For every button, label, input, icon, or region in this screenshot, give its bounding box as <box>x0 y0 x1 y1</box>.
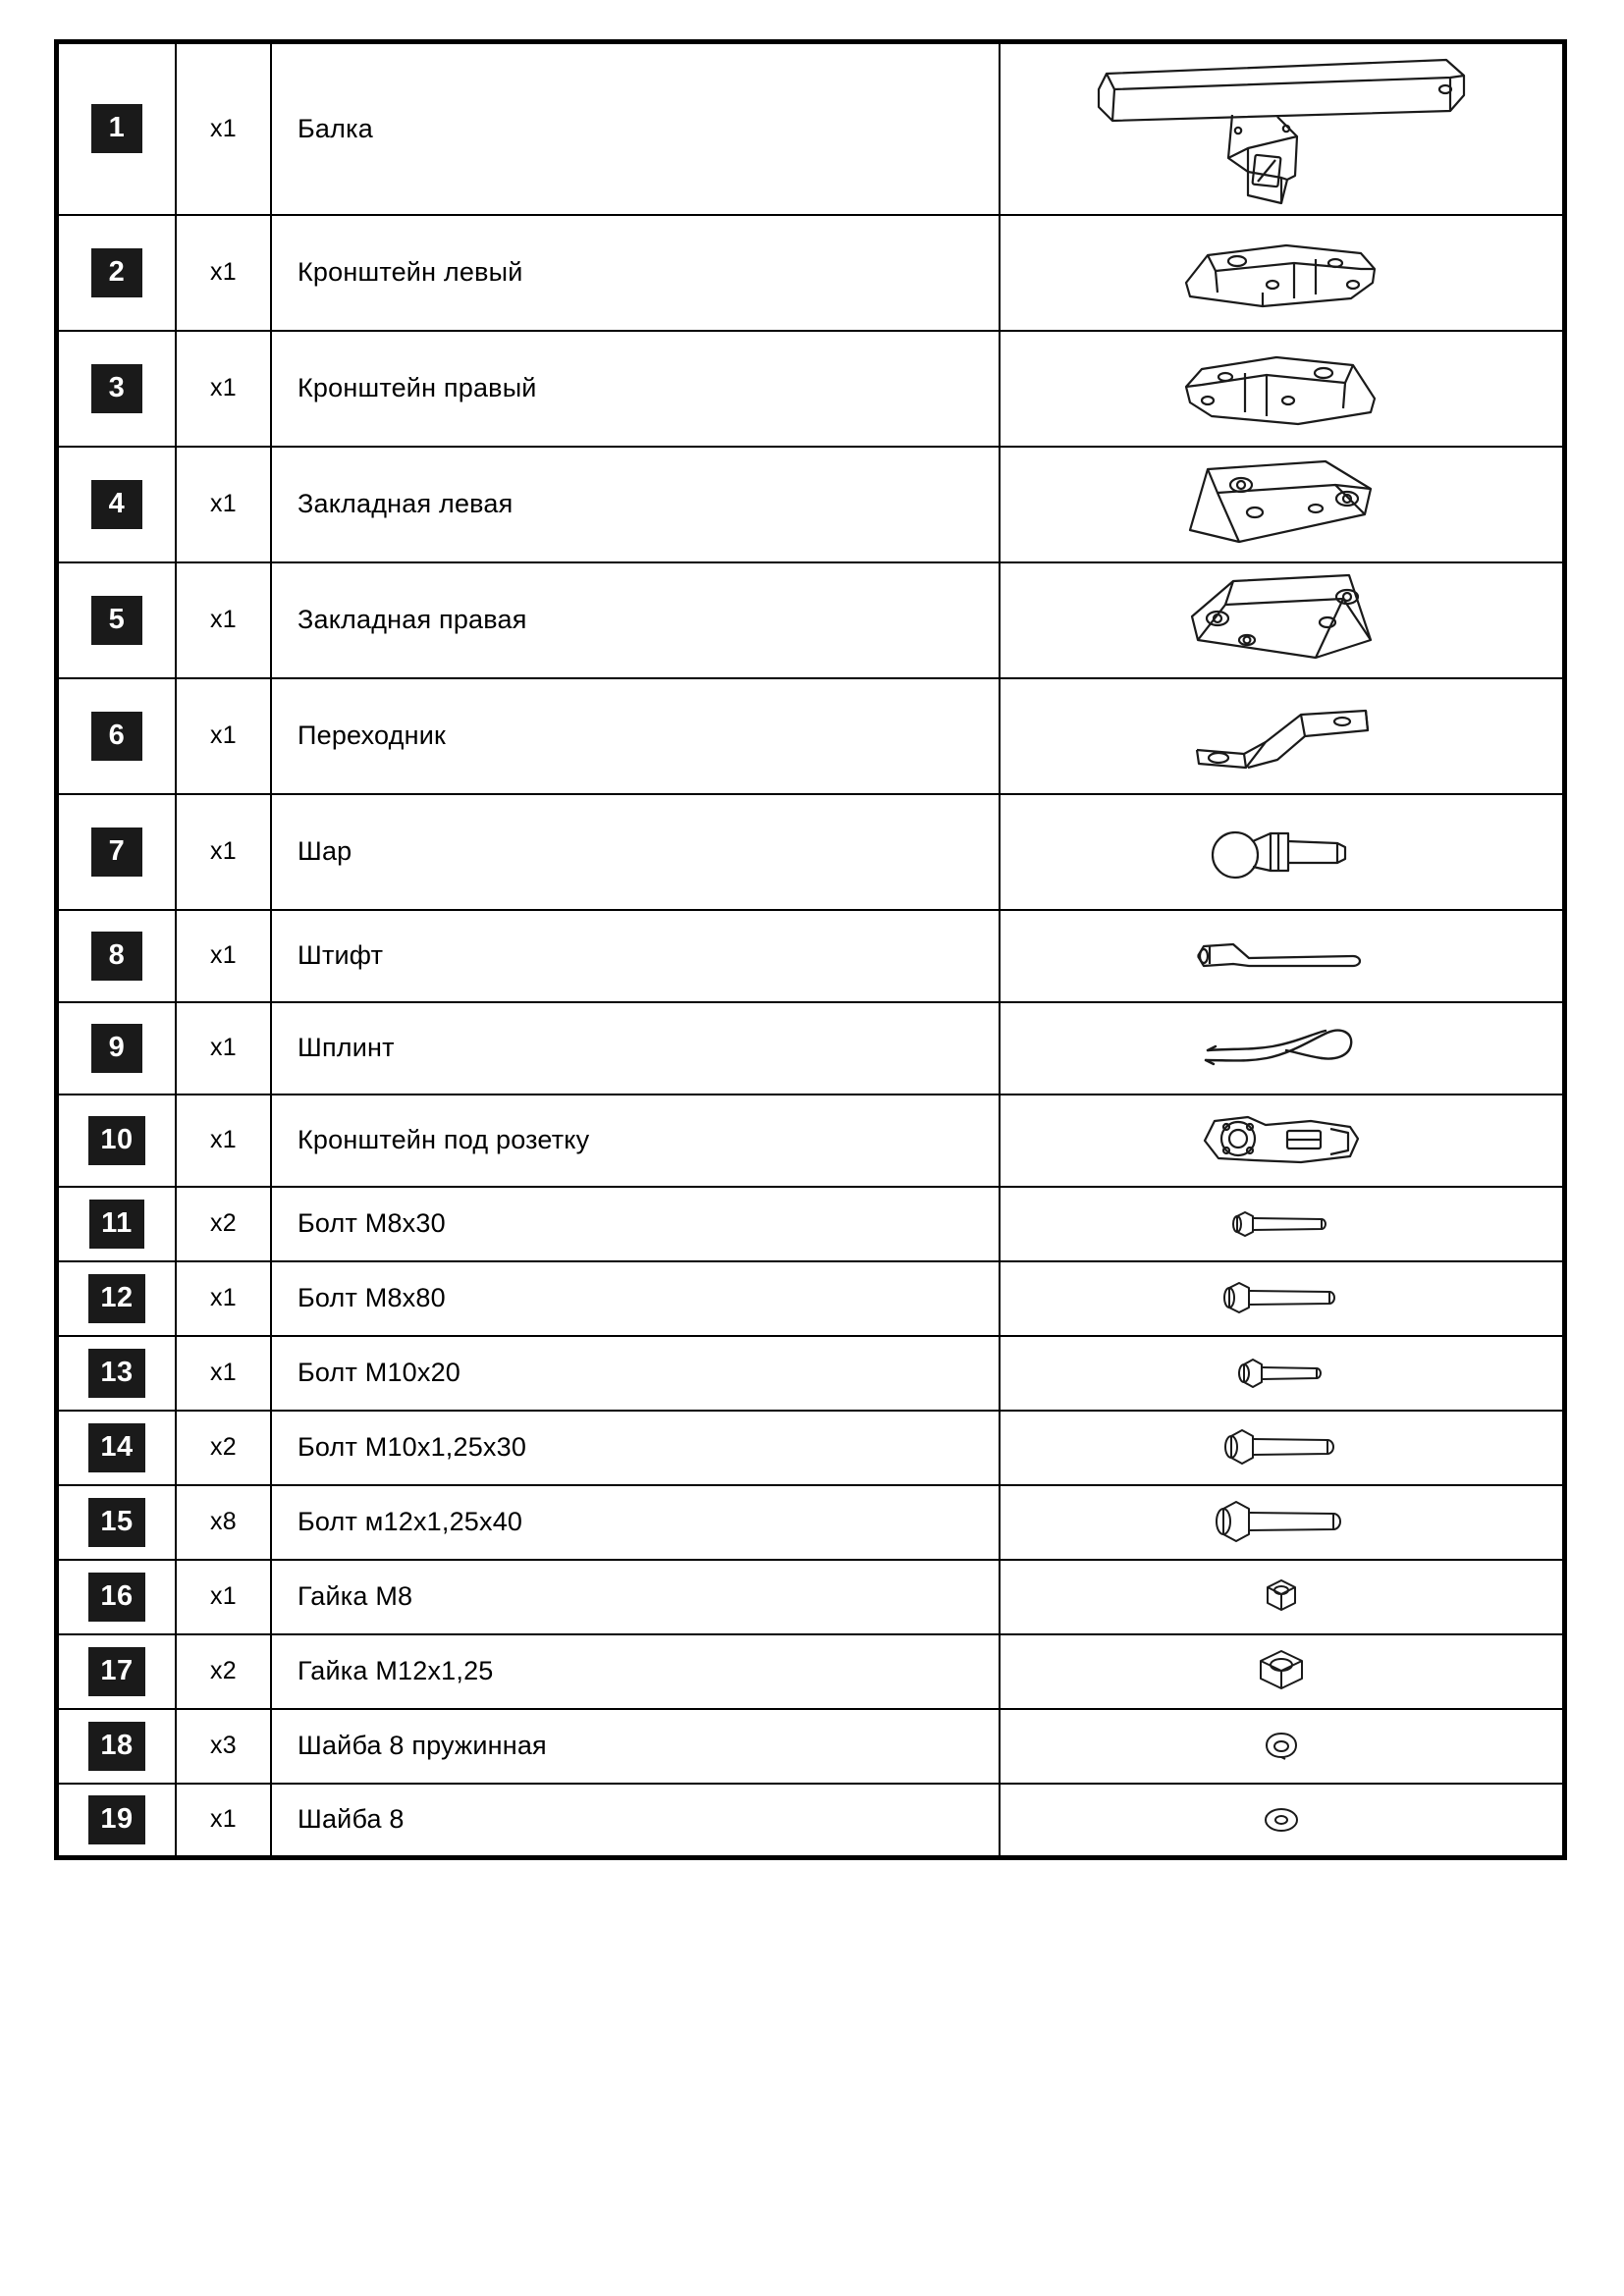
part-number-badge: 18 <box>88 1722 144 1771</box>
part-number-cell <box>57 562 177 678</box>
table-row <box>57 1095 1565 1187</box>
table-row <box>57 1485 1565 1560</box>
part-qty: x1 <box>176 1002 271 1095</box>
part-name-cell <box>271 1784 1000 1858</box>
part-qty: x1 <box>176 1261 271 1336</box>
part-number-badge: 17 <box>88 1647 144 1696</box>
part-qty: x1 <box>176 215 271 331</box>
part-name-cell <box>271 1634 1000 1709</box>
part-image-cell <box>1000 794 1565 910</box>
part-image-cell <box>1000 331 1565 447</box>
part-image-cell <box>1000 1187 1565 1261</box>
beam-icon <box>1001 50 1562 207</box>
table-row <box>57 215 1565 331</box>
part-number-cell <box>57 1709 177 1784</box>
part-number-cell <box>57 1784 177 1858</box>
part-number-badge: 7 <box>91 828 142 877</box>
part-number-badge: 15 <box>88 1498 144 1547</box>
part-name-cell <box>271 215 1000 331</box>
plate-right-icon <box>1001 571 1562 669</box>
table-row <box>57 678 1565 794</box>
part-number-badge: 4 <box>91 480 142 529</box>
pin-icon <box>1001 931 1562 982</box>
nut-icon <box>1001 1647 1562 1696</box>
part-number-badge: 16 <box>88 1573 144 1622</box>
part-number-cell <box>57 1002 177 1095</box>
part-image-cell <box>1000 1411 1565 1485</box>
part-number-badge: 5 <box>91 596 142 645</box>
part-name: Закладная левая <box>298 489 514 518</box>
adapter-icon <box>1001 697 1562 775</box>
table-row <box>57 447 1565 562</box>
part-name: Шайба 8 пружинная <box>298 1731 547 1760</box>
part-number-badge: 8 <box>91 932 142 981</box>
part-number-badge: 1 <box>91 104 142 153</box>
part-qty: x1 <box>176 1784 271 1858</box>
part-name: Кронштейн правый <box>298 373 537 402</box>
part-number-badge: 9 <box>91 1024 142 1073</box>
part-image-cell <box>1000 1784 1565 1858</box>
part-image-cell <box>1000 1709 1565 1784</box>
part-image-cell <box>1000 215 1565 331</box>
part-name: Кронштейн под розетку <box>298 1125 590 1154</box>
part-number-badge: 13 <box>88 1349 144 1398</box>
part-name: Болт M8x80 <box>298 1283 446 1312</box>
part-qty: x1 <box>176 1560 271 1634</box>
part-name: Балка <box>298 113 373 143</box>
part-image-cell <box>1000 1002 1565 1095</box>
part-number-badge: 10 <box>88 1116 144 1165</box>
table-row <box>57 1002 1565 1095</box>
part-qty: x1 <box>176 910 271 1002</box>
table-row <box>57 910 1565 1002</box>
part-qty: x1 <box>176 794 271 910</box>
table-row <box>57 794 1565 910</box>
part-name: Закладная правая <box>298 605 527 634</box>
part-number-badge: 3 <box>91 364 142 413</box>
part-image-cell <box>1000 910 1565 1002</box>
part-qty: x1 <box>176 562 271 678</box>
part-name: Шплинт <box>298 1033 395 1062</box>
part-qty: x1 <box>176 1095 271 1187</box>
part-name-cell <box>271 1709 1000 1784</box>
part-number-cell <box>57 794 177 910</box>
plate-left-icon <box>1001 455 1562 554</box>
part-name-cell <box>271 1187 1000 1261</box>
part-qty: x1 <box>176 447 271 562</box>
part-name-cell <box>271 1411 1000 1485</box>
part-number-badge: 2 <box>91 248 142 297</box>
part-name: Болт м12x1,25x40 <box>298 1507 523 1536</box>
tow-ball-icon <box>1001 814 1562 890</box>
part-qty: x2 <box>176 1411 271 1485</box>
part-name: Кронштейн левый <box>298 257 523 287</box>
part-name-cell <box>271 42 1000 215</box>
part-number-cell <box>57 678 177 794</box>
part-number-cell <box>57 1095 177 1187</box>
part-number-badge: 11 <box>89 1200 144 1249</box>
bracket-right-icon <box>1001 344 1562 434</box>
part-name: Шар <box>298 836 352 866</box>
part-name: Гайка М8 <box>298 1581 413 1611</box>
table-row <box>57 562 1565 678</box>
part-number-badge: 6 <box>91 712 142 761</box>
part-image-cell <box>1000 1261 1565 1336</box>
part-name-cell <box>271 1560 1000 1634</box>
table-row <box>57 331 1565 447</box>
part-number-cell <box>57 331 177 447</box>
part-qty: x1 <box>176 1336 271 1411</box>
cotter-pin-icon <box>1001 1021 1562 1076</box>
part-number-cell <box>57 42 177 215</box>
table-row <box>57 1784 1565 1858</box>
spring-washer-icon <box>1001 1730 1562 1763</box>
part-image-cell <box>1000 42 1565 215</box>
table-row <box>57 1261 1565 1336</box>
part-name-cell <box>271 1261 1000 1336</box>
part-name: Шайба 8 <box>298 1804 405 1835</box>
part-name-cell <box>271 1095 1000 1187</box>
table-row <box>57 1634 1565 1709</box>
part-image-cell <box>1000 1336 1565 1411</box>
nut-icon <box>1001 1575 1562 1619</box>
socket-bracket-icon <box>1001 1109 1562 1172</box>
table-row <box>57 1336 1565 1411</box>
bolt-icon <box>1001 1426 1562 1469</box>
part-qty: x2 <box>176 1634 271 1709</box>
part-qty: x8 <box>176 1485 271 1560</box>
parts-table <box>54 39 1567 1860</box>
part-number-cell <box>57 1411 177 1485</box>
part-number-cell <box>57 1187 177 1261</box>
part-image-cell <box>1000 562 1565 678</box>
part-name-cell <box>271 1485 1000 1560</box>
part-name-cell <box>271 794 1000 910</box>
part-number-cell <box>57 1560 177 1634</box>
part-number-badge: 19 <box>88 1795 144 1844</box>
table-row <box>57 1560 1565 1634</box>
part-number-cell <box>57 215 177 331</box>
part-qty: x3 <box>176 1709 271 1784</box>
part-name: Штифт <box>298 940 384 970</box>
bolt-icon <box>1001 1497 1562 1548</box>
part-name: Болт M10x1,25x30 <box>298 1432 527 1462</box>
part-name: Гайка M12x1,25 <box>298 1656 494 1685</box>
bolt-icon <box>1001 1206 1562 1242</box>
part-name-cell <box>271 1002 1000 1095</box>
table-row <box>57 1411 1565 1485</box>
part-name-cell <box>271 678 1000 794</box>
part-name-cell <box>271 562 1000 678</box>
table-row <box>57 1709 1565 1784</box>
part-number-badge: 12 <box>88 1274 144 1323</box>
part-image-cell <box>1000 1095 1565 1187</box>
part-image-cell <box>1000 678 1565 794</box>
part-image-cell <box>1000 1560 1565 1634</box>
bracket-left-icon <box>1001 228 1562 318</box>
part-name: Болт M8x30 <box>298 1208 446 1238</box>
part-number-cell <box>57 1336 177 1411</box>
part-number-cell <box>57 1485 177 1560</box>
part-qty: x1 <box>176 678 271 794</box>
part-name: Болт M10x20 <box>298 1358 461 1387</box>
part-number-cell <box>57 1261 177 1336</box>
part-number-cell <box>57 447 177 562</box>
part-qty: x2 <box>176 1187 271 1261</box>
part-qty: x1 <box>176 331 271 447</box>
part-qty: x1 <box>176 42 271 215</box>
part-number-badge: 14 <box>88 1423 144 1472</box>
bolt-icon <box>1001 1279 1562 1318</box>
part-name-cell <box>271 331 1000 447</box>
part-number-cell <box>57 1634 177 1709</box>
part-name: Переходник <box>298 721 447 750</box>
part-image-cell <box>1000 447 1565 562</box>
part-name-cell <box>271 1336 1000 1411</box>
table-row <box>57 42 1565 215</box>
part-image-cell <box>1000 1485 1565 1560</box>
washer-icon <box>1001 1804 1562 1836</box>
table-row <box>57 1187 1565 1261</box>
part-name-cell <box>271 447 1000 562</box>
part-name-cell <box>271 910 1000 1002</box>
part-number-cell <box>57 910 177 1002</box>
part-image-cell <box>1000 1634 1565 1709</box>
bolt-icon <box>1001 1356 1562 1391</box>
